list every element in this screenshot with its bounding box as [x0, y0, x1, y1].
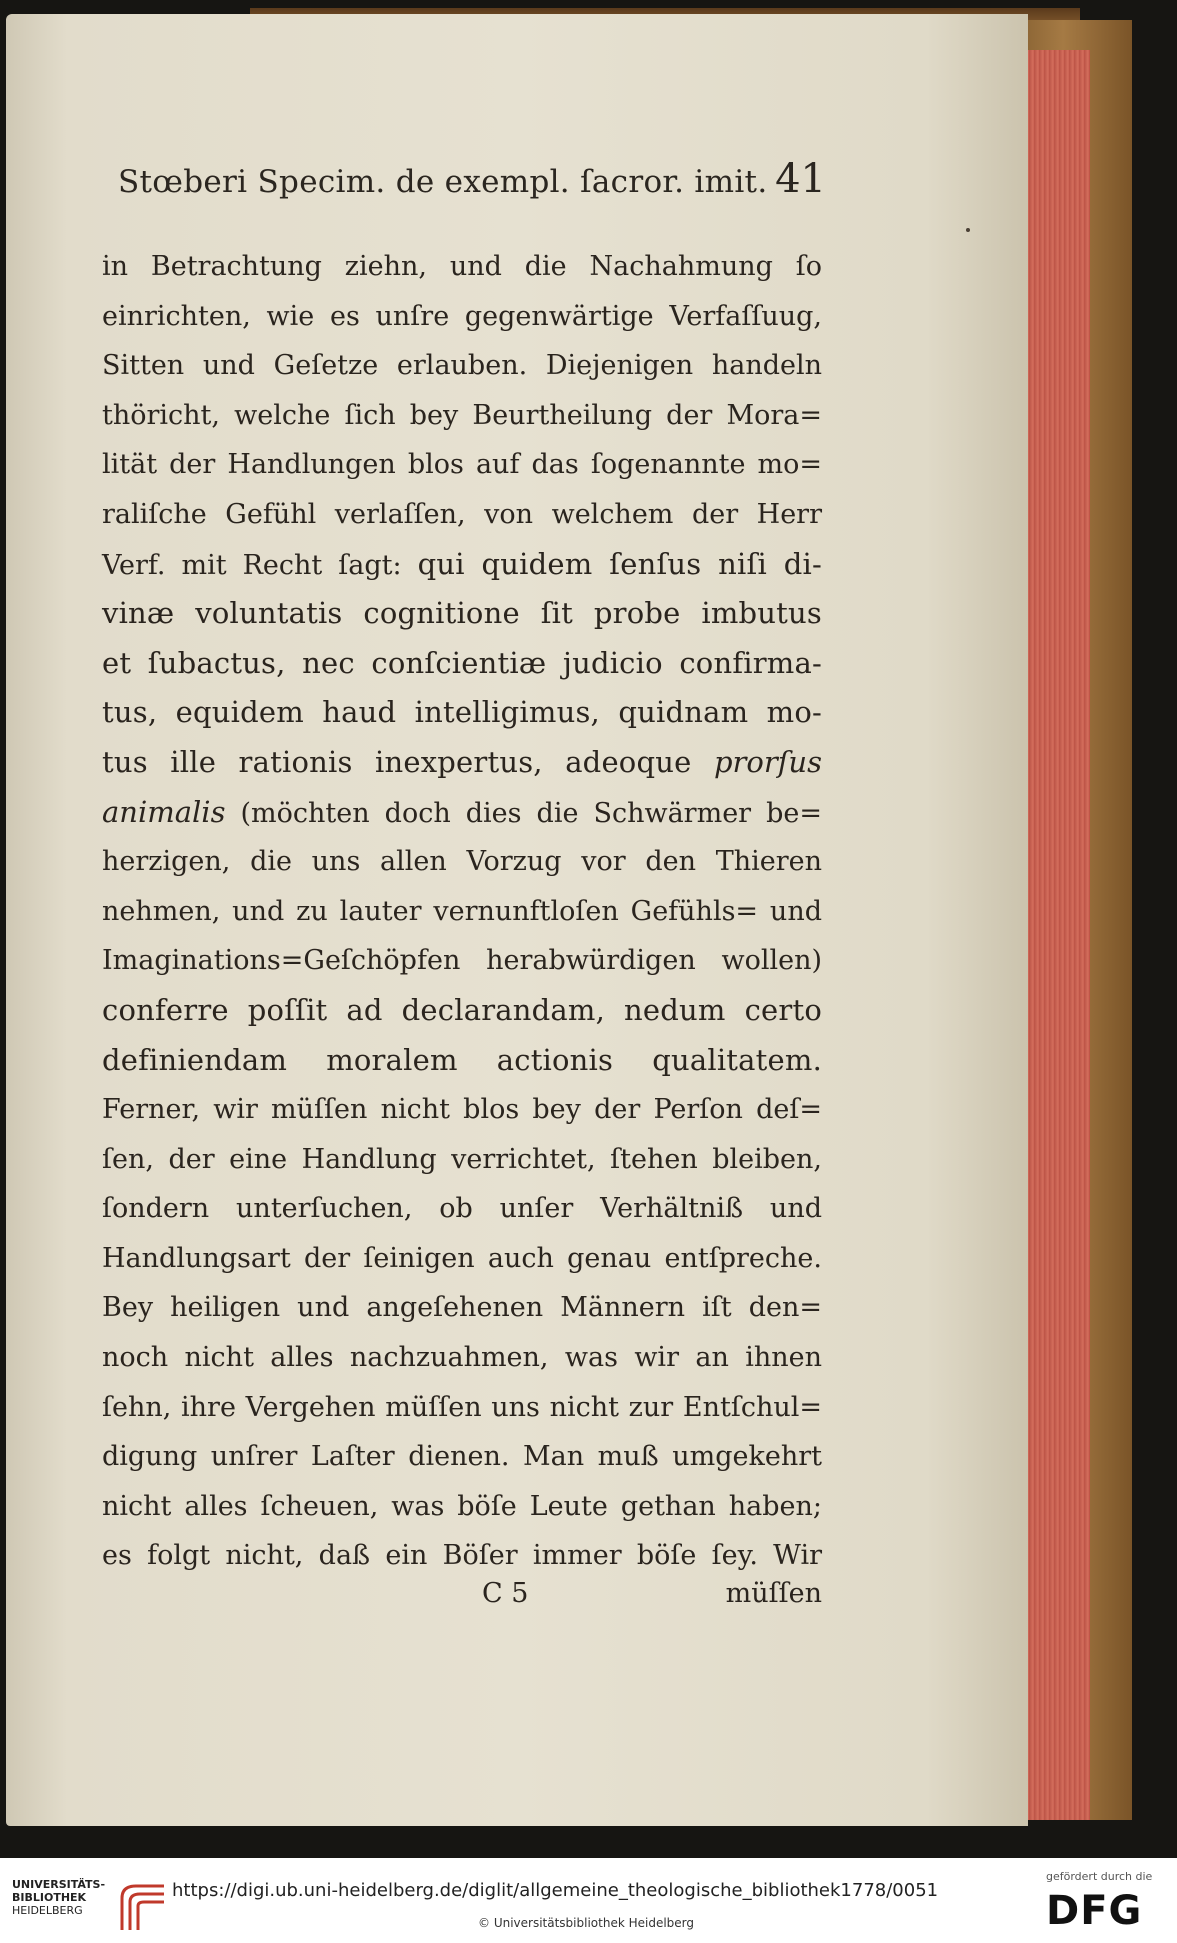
- text-segment: Verf. mit Recht ſagt:: [102, 549, 418, 581]
- copyright-notice: © Universitätsbibliothek Heidelberg: [478, 1916, 695, 1930]
- text-line: [102, 440, 822, 490]
- text-segment: qui quidem ſenſus niſi di-: [417, 546, 822, 581]
- text-segment: ſehn, ihre Vergehen müſſen uns nicht zur Entſchul=: [102, 1391, 822, 1423]
- text-segment: Ferner, wir müſſen nicht blos bey der Perſon deſ=: [102, 1094, 822, 1126]
- text-line: [102, 738, 822, 788]
- text-line: [102, 986, 822, 1036]
- text-segment: digung unſrer Laſter dienen. Man muß umgekehrt: [102, 1441, 822, 1473]
- text-line: [102, 1482, 822, 1532]
- body-text: [102, 242, 822, 1581]
- page-footer: [102, 1578, 822, 1622]
- text-segment: tus, equidem haud intelligimus, quidnam mo-: [102, 695, 822, 730]
- text-segment: raliſche Gefühl verlaſſen, von welchem der Herr: [102, 498, 822, 530]
- text-line: [102, 936, 822, 986]
- page-edges: [1020, 50, 1090, 1820]
- library-name-line1: UNIVERSITÄTS-: [12, 1878, 106, 1891]
- text-line: [102, 887, 822, 937]
- text-line: [102, 242, 822, 292]
- page-header: [118, 156, 826, 208]
- text-line: [102, 1283, 822, 1333]
- text-line: [102, 589, 822, 639]
- text-line: [102, 490, 822, 540]
- text-segment: in Betrachtung ziehn, und die Nachahmung ſo: [102, 251, 822, 282]
- text-line: [102, 639, 822, 689]
- text-line: [102, 1085, 822, 1135]
- text-segment: definiendam moralem actionis qualitatem.: [102, 1042, 822, 1077]
- text-segment: ſondern unterſuchen, ob unſer Verhältniß und: [102, 1193, 822, 1225]
- text-segment: Sitten und Geſetze erlauben. Diejenigen handeln: [102, 350, 822, 382]
- text-segment: prorſus: [713, 744, 822, 779]
- text-segment: lität der Handlungen blos auf das ſogenannte mo=: [102, 449, 822, 481]
- text-segment: Bey heiligen und angeſehenen Männern iſt den=: [102, 1292, 822, 1324]
- text-segment: noch nicht alles nachzuahmen, was wir an ihnen: [102, 1342, 822, 1374]
- text-segment: animalis: [102, 794, 226, 829]
- book-page: [6, 14, 1028, 1826]
- text-segment: Imaginations=Geſchöpfen herabwürdigen wollen): [102, 945, 822, 977]
- text-segment: es folgt nicht, daß ein Böſer immer böſe ſey. Wir: [102, 1540, 822, 1572]
- library-name-line3: HEIDELBERG: [12, 1904, 83, 1917]
- text-line: [102, 837, 822, 887]
- text-line: [102, 1135, 822, 1185]
- text-segment: conferre poſſit ad declarandam, nedum certo: [102, 992, 822, 1027]
- text-segment: vinæ voluntatis cognitione ſit probe imbutus: [102, 596, 822, 631]
- text-line: [102, 1036, 822, 1086]
- text-line: [102, 540, 822, 590]
- text-line: [102, 1531, 822, 1581]
- text-line: [102, 1184, 822, 1234]
- viewer-info-bar: [0, 1858, 1177, 1943]
- running-head: Stœberi Specim. de exempl. ſacror. imit.: [118, 164, 768, 200]
- text-line: [102, 391, 822, 441]
- text-segment: nehmen, und zu lauter vernunftloſen Gefühls= und: [102, 895, 822, 927]
- text-line: [102, 341, 822, 391]
- text-line: [102, 788, 822, 838]
- signature-mark: C 5: [482, 1578, 529, 1609]
- text-segment: tus ille rationis inexpertus, adeoque: [102, 744, 714, 779]
- text-line: [102, 1432, 822, 1482]
- library-emblem-icon: [116, 1880, 172, 1934]
- text-segment: einrichten, wie es unſre gegenwärtige Verfaſſuug,: [102, 300, 822, 332]
- text-segment: Handlungsart der ſeinigen auch genau entſpreche.: [102, 1242, 822, 1274]
- text-segment: thöricht, welche ſich bey Beurtheilung der Mora=: [102, 399, 822, 431]
- page-number: 41: [775, 156, 826, 202]
- library-name-line2: BIBLIOTHEK: [12, 1891, 87, 1904]
- text-line: [102, 1234, 822, 1284]
- library-name: [12, 1878, 105, 1917]
- text-line: [102, 688, 822, 738]
- text-line: [102, 1383, 822, 1433]
- library-logo[interactable]: [12, 1878, 172, 1934]
- dfg-logo: DFG: [1046, 1888, 1143, 1934]
- funder-block: [1046, 1870, 1170, 1936]
- text-line: [102, 1333, 822, 1383]
- text-segment: et ſubactus, nec conſcientiæ judicio confirma-: [102, 645, 822, 680]
- text-segment: (möchten doch dies die Schwärmer be=: [225, 797, 822, 829]
- catchword: müſſen: [725, 1578, 822, 1609]
- text-segment: ſen, der eine Handlung verrichtet, ſtehen bleiben,: [102, 1143, 822, 1175]
- ink-spot: [966, 228, 970, 232]
- text-segment: nicht alles ſcheuen, was böſe Leute gethan haben;: [102, 1490, 822, 1522]
- funding-label: gefördert durch die: [1046, 1870, 1153, 1883]
- text-segment: herzigen, die uns allen Vorzug vor den Thieren: [102, 846, 822, 878]
- permalink-url[interactable]: https://digi.ub.uni-heidelberg.de/diglit/allgemeine_theologische_bibliothek1778/0051: [172, 1880, 939, 1901]
- text-line: [102, 292, 822, 342]
